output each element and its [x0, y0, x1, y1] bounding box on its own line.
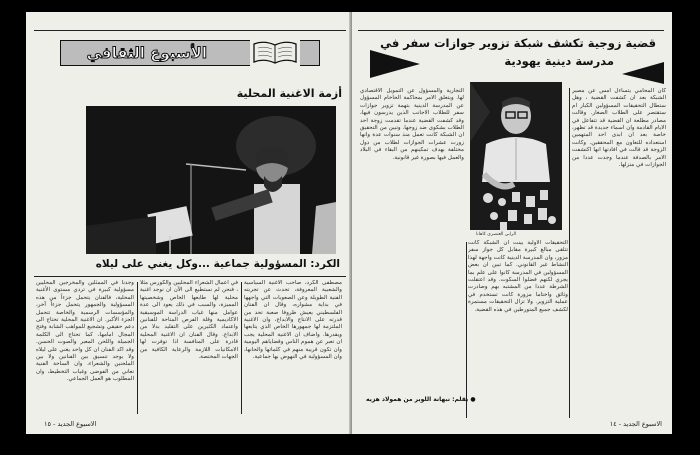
top-rule — [34, 30, 346, 31]
left-page — [26, 12, 352, 434]
article-column-3: وجدنا في الممثلين والمخرجين المحليين مسؤولية كبيرة في تردي مستوى الأغنية المحلية، فالفنان يتحمل جزءاً من هذه المسؤولية والجمهور يتحمل جزءاً آخر، والمؤسسات الرسمية والخاصة تتحمل الجزء الأكبر. ان الاغنية المحلية تحتاج الى دعم حقيقي وتشجيع للمواهب الشابة وفتح المجال امامها، كما تحتاج الى الكلمة الجميلة واللحن المعبر والصوت الحسن. وقد اكد الفنان ان كل واحد يغني على ليلاه ولا يوجد تنسيق بين الفنانين ولا بين الملحنين والشعراء، وان الساحة الفنية تعاني من الفوضى وغياب التخطيط، وان المطلوب هو العمل الجماعي. — [36, 280, 134, 383]
article-headline-line2: مدرسة دينية يهودية — [504, 54, 614, 68]
article-column-1: كان المحامي يتساءل امس عن مصير الشبكة بعد ان كشفت القضية ، وهل ستطال التحقيقات المسؤولين الكبار ام ستقتصر على الطلاب الصغار. وقالت مصادر مطلعة ان القضية قد تتفاعل في الايام القادمة وان اسماء جديدة قد تظهر، خاصة بعد ان ابدى احد المتهمين استعداده للتعاون مع المحققين. وكانت الزوجة قد قالت في افادتها انها اكتشفت الامر بالصدفة عندما وجدت عددا من الجوازات في منزلها. — [572, 88, 666, 169]
photo-caption: الرابي العنصري كاهانا — [476, 232, 517, 237]
column-divider — [569, 88, 570, 418]
article-column-2: التحقيقات الاولية بينت ان الشبكة كانت تتلقى مبالغ كبيرة مقابل كل جواز سفر مزور، وان المدرسة الدينية كانت واجهة لهذا النشاط غير القانوني. كما تبين ان بعض المسؤولين في المدرسة كانوا على علم بما يجري لكنهم فضلوا السكوت. وقد اعتقلت الشرطة عددا من المشتبه بهم وصادرت وثائق واختاما مزورة كانت تستخدم في عملية التزوير. ولا تزال التحقيقات مستمرة لكشف جميع المتورطين في هذه القضية. — [468, 240, 568, 313]
section-title: الأسبوع الثقافي — [86, 44, 207, 62]
headline-rule — [34, 276, 346, 277]
right-page — [352, 12, 672, 434]
page-folio: الاسبوع الجديد - ١٥ — [44, 420, 97, 428]
headline-flag-icon — [370, 50, 420, 78]
article-column-2: في اعمال الشعراء المحليين والكورس مثلا ، فنحن لم نستطيع الى الآن ان نوجد اغنية محلية لها طابعها الخاص وشخصيتها المميزة، والسبب في ذلك يعود الى عدة عوامل منها غياب الدراسة الموسيقية الاكاديمية وقلة الفرص المتاحة للفنانين واعتماد الكثيرين على التقليد بدلا من الابداع. وقال الفنان ان الاغنية المحلية قادرة على المنافسة اذا توفرت لها الامكانيات اللازمة والرعاية الكافية من الجهات المختصة. — [140, 280, 238, 361]
article-kicker: أزمة الاغنية المحلية — [236, 87, 342, 100]
page-folio: الاسبوع الجديد - ١٤ — [609, 420, 662, 428]
column-divider — [466, 242, 467, 418]
article-column-3: التجارية والمسؤول عن التمويل الاقتصادي لها. ويتعلق الامر بمحاكمة الحاخام المسؤول عن المدرسة الدينية بتهمة تزوير جوازات سفر للطلاب الاجانب الذين يدرسون فيها، وقد كشفت القضية عندما تقدمت زوجة احد الطلاب بشكوى ضد زوجها. وتبين من التحقيق ان الشبكة كانت تعمل منذ سنوات عدة وانها زورت عشرات الجوازات لطلاب من دول مختلفة بهدف تمكينهم من البقاء في البلاد والعمل فيها بصورة غير قانونية. — [360, 88, 464, 161]
column-divider — [241, 282, 242, 414]
singer-photo — [86, 106, 336, 254]
rabbi-photo — [470, 82, 562, 230]
article-headline-line1: قضية زوجية تكشف شبكة تزوير جوازات سفر في — [380, 36, 656, 50]
article-headline: الكرد: المسؤولية جماعية ...وكل يغني على ليلاه — [95, 258, 340, 270]
column-divider — [137, 282, 138, 414]
headline-flag-icon — [622, 62, 664, 84]
article-column-1: مصطفى الكرد، صاحب الاغنية السياسية والشعبية المعروفة، تحدث عن تجربته الفنية الطويلة وعن الصعوبات التي واجهها في بداية مشواره، وقال ان الفنان الفلسطيني يعيش ظروفا صعبة تحد من قدرته على الانتاج والابداع، وان الاغنية الملتزمة لها جمهورها الخاص الذي يتابعها ويقدرها. واضاف ان الاغنية المحلية يجب ان تعبر عن هموم الناس وقضاياهم اليومية وان تكون قريبة منهم في كلماتها والحانها، وان المسؤولية في النهوض بها جماعية. — [244, 280, 342, 361]
open-book-icon — [250, 36, 300, 66]
top-rule — [358, 30, 664, 31]
article-byline: ● بقلم: نبهانة اللوبر من همولاد هزيه — [366, 396, 476, 403]
